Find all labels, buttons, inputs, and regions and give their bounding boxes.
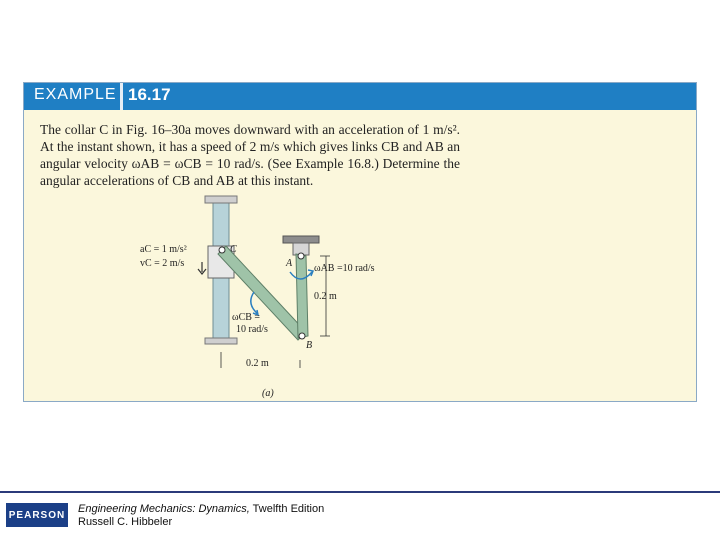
label-dim-horizontal: 0.2 m xyxy=(246,358,269,369)
book-title-italic: Engineering Mechanics: Dynamics, xyxy=(78,503,250,515)
label-omega-cb-value: 10 rad/s xyxy=(236,324,268,335)
label-vel-c: vC = 2 m/s xyxy=(140,258,185,269)
collar-motion-arrow xyxy=(198,262,206,274)
pearson-logo xyxy=(6,503,68,527)
label-omega-cb: ωCB = xyxy=(232,312,261,323)
label-accel-c: aC = 1 m/s² xyxy=(140,244,187,255)
rod-top-mount xyxy=(205,196,237,203)
footer-rule xyxy=(0,491,720,493)
book-title xyxy=(78,503,324,515)
book-title-edition: Twelfth Edition xyxy=(249,503,325,515)
link-ab xyxy=(296,254,308,338)
pin-c xyxy=(219,247,225,253)
support-a-base xyxy=(283,236,319,243)
publisher-name: PEARSON xyxy=(8,509,66,521)
problem-text: The collar C in Fig. 16–30a moves downward with an acceleration of 1 m/s². At the instant shown, it has a speed of 2 m/s which gives links CB and AB an angular velocity ωAB = ωCB = 10 rad/s. (See Example 16.8.) Determine the angular accelerations of CB and AB at this instant. xyxy=(40,122,460,188)
rod-bottom-mount xyxy=(205,338,237,344)
label-a: A xyxy=(286,258,293,269)
book-author: Russell C. Hibbeler xyxy=(78,516,173,528)
example-number: 16.17 xyxy=(128,85,171,104)
example-label: EXAMPLE xyxy=(34,86,117,103)
label-c: C xyxy=(230,244,237,255)
pin-a xyxy=(298,253,304,259)
label-dim-vertical: 0.2 m xyxy=(314,291,337,302)
label-omega-ab: ωAB =10 rad/s xyxy=(314,263,375,274)
figure-caption: (a) xyxy=(262,388,274,399)
pin-b xyxy=(299,333,305,339)
label-b: B xyxy=(306,340,313,351)
